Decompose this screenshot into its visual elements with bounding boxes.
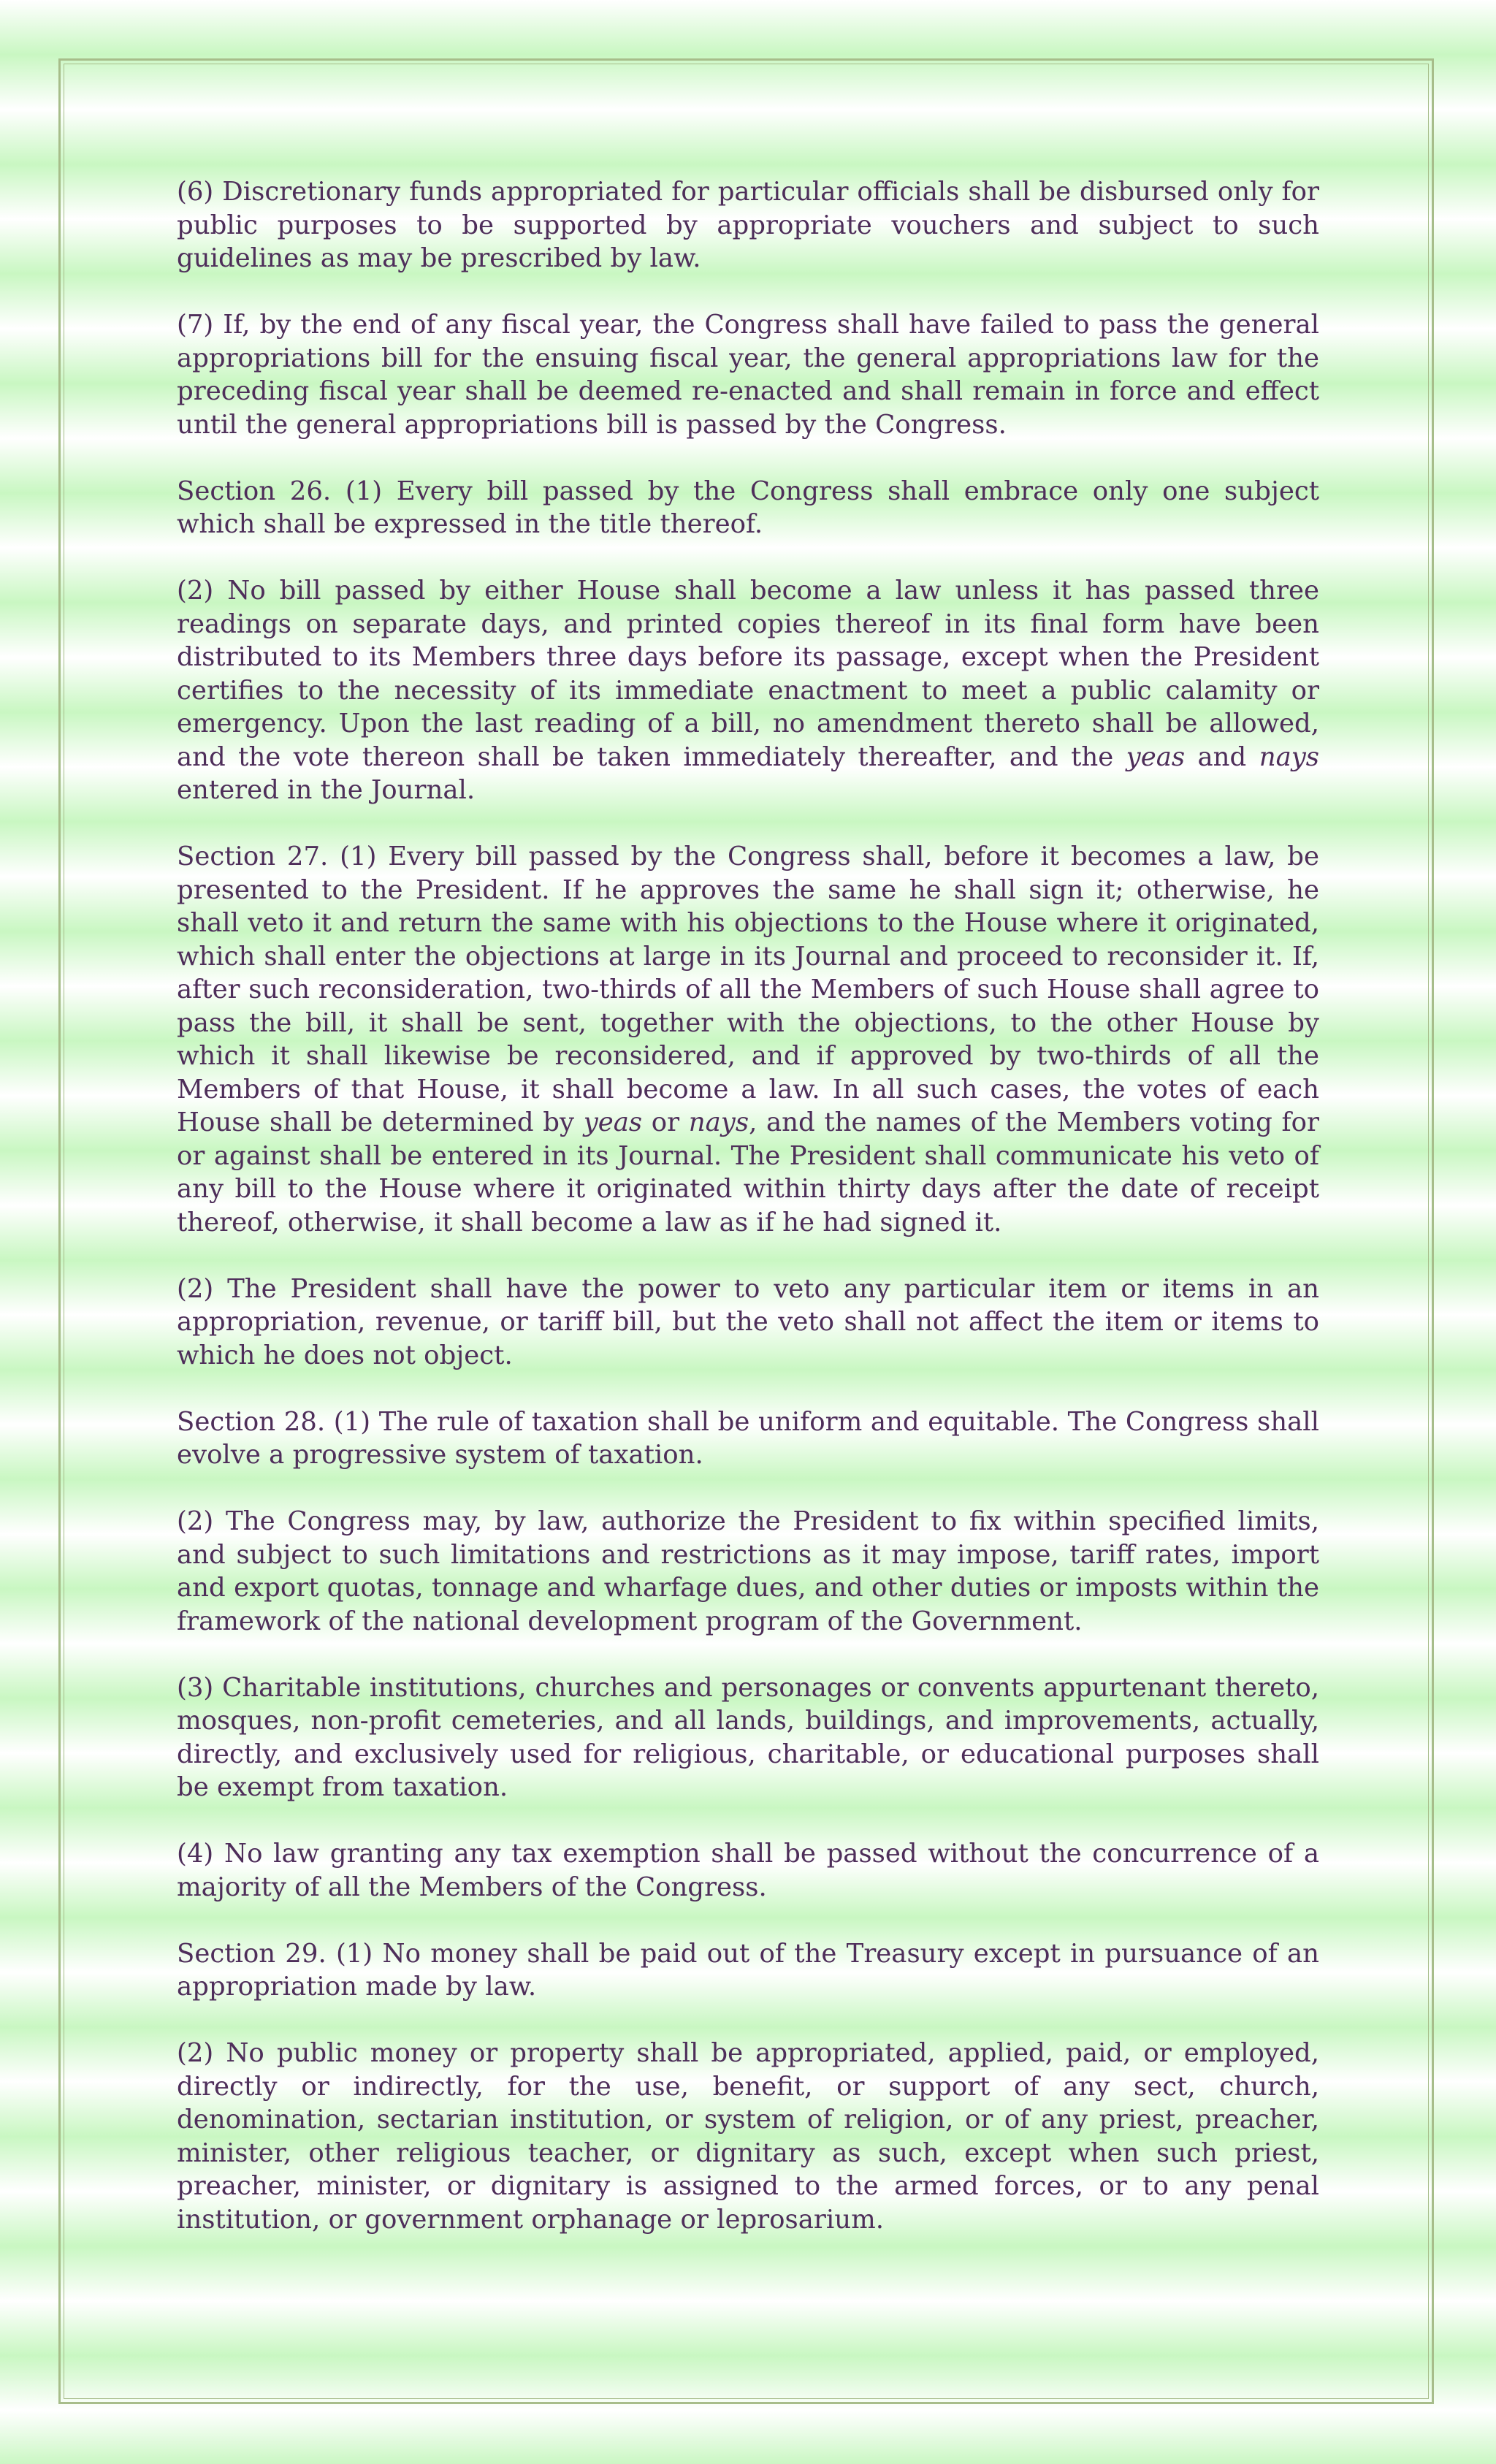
paragraph-text: (2) The Congress may, by law, authorize the President to fix within specified limits, and subject to such limitations and restrictions as it may impose, tariff rates, import and export quotas, tonnage and wharfage dues, and other duties or imposts within the framework of the national development program of the Government. — [177, 1506, 1319, 1636]
paragraph-sec25-6 — [177, 175, 1319, 275]
paragraph-text: and — [1185, 741, 1259, 772]
paragraph-sec28-4 — [177, 1837, 1319, 1904]
paragraph-text: Section 26. (1) Every bill passed by the Congress shall embrace only one subject which shall be expressed in the title thereof. — [177, 476, 1319, 539]
paragraph-sec28-3 — [177, 1671, 1319, 1804]
paragraph-sec26-1 — [177, 475, 1319, 541]
paragraph-text: (7) If, by the end of any fiscal year, the Congress shall have failed to pass the general appropriations bill for the ensuing fiscal year, the general appropriations law for the preceding fiscal year shall be deemed re-enacted and shall remain in force and effect until the general appropriations bill is passed by the Congress. — [177, 310, 1319, 440]
paragraph-sec29-2 — [177, 2037, 1319, 2236]
emphasis-yeas: yeas — [583, 1107, 643, 1137]
paragraph-text: (6) Discretionary funds appropriated for particular officials shall be disbursed only for public purposes to be supported by appropriate vouchers and subject to such guidelines as may be prescribed by law. — [177, 177, 1319, 273]
paragraph-text: Section 29. (1) No money shall be paid out of the Treasury except in pursuance of an appropriation made by law. — [177, 1938, 1319, 2002]
paragraph-sec26-2 — [177, 574, 1319, 807]
paragraph-text: entered in the Journal. — [177, 775, 476, 805]
paragraph-sec25-7 — [177, 308, 1319, 441]
paragraph-text: (2) No bill passed by either House shall become a law unless it has passed three readings on separate days, and printed copies thereof in its final form have been distributed to its Members three days before its passage, except when the President certifies to the necessity of its immediate enactment to meet a public calamity or emergency. Upon the last reading of a bill, no amendment thereto shall be allowed, and the vote thereon shall be taken immediately thereafter, and the — [177, 576, 1319, 772]
paragraph-text: Section 27. (1) Every bill passed by the Congress shall, before it becomes a law, be presented to the President. If he approves the same he shall sign it; otherwise, he shall veto it and return the same with his objections to the House where it originated, which shall enter the objections at large in its Journal and proceed to reconsider it. If, after such reconsideration, two-thirds of all the Members of such House shall agree to pass the bill, it shall be sent, together with the objections, to the other House by which it shall likewise be reconsidered, and if approved by two-thirds of all the Members of that House, it shall become a law. In all such cases, the votes of each House shall be determined by — [177, 842, 1319, 1137]
emphasis-nays: nays — [1259, 741, 1320, 772]
paragraph-sec27-1 — [177, 840, 1319, 1239]
paragraph-text: (2) No public money or property shall be appropriated, applied, paid, or employed, directly or indirectly, for the use, benefit, or support of any sect, church, denomination, sectarian institution, or system of religion, or of any priest, preacher, minister, other religious teacher, or dignitary as such, except when such priest, preacher, minister, or dignitary is assigned to the armed forces, or to any penal institution, or government orphanage or leprosarium. — [177, 2038, 1319, 2235]
paragraph-sec28-2 — [177, 1505, 1319, 1638]
paragraph-sec29-1 — [177, 1937, 1319, 2004]
paragraph-text: or — [642, 1107, 689, 1137]
emphasis-yeas: yeas — [1126, 741, 1186, 772]
paragraph-text: (3) Charitable institutions, churches and personages or convents appurtenant thereto, mosques, non-profit cemeteries, and all lands, buildings, and improvements, actually, directly, and exclusively used for religious, charitable, or educational purposes shall be exempt from taxation. — [177, 1672, 1319, 1802]
paragraph-text: , and the names of the Members voting for or against shall be entered in its Journal. The President shall communicate his veto of any bill to the House where it originated within thirty days after the date of receipt thereof, otherwise, it shall become a law as if he had signed it. — [177, 1107, 1319, 1237]
document-body — [177, 175, 1319, 2236]
paragraph-text: (4) No law granting any tax exemption shall be passed without the concurrence of a majority of all the Members of the Congress. — [177, 1839, 1319, 1902]
paragraph-text: (2) The President shall have the power to veto any particular item or items in an appropriation, revenue, or tariff bill, but the veto shall not affect the item or items to which he does not object. — [177, 1273, 1319, 1370]
emphasis-nays: nays — [688, 1107, 749, 1137]
paragraph-text: Section 28. (1) The rule of taxation shall be uniform and equitable. The Congress shall evolve a progressive system of taxation. — [177, 1406, 1319, 1470]
paragraph-sec28-1 — [177, 1405, 1319, 1472]
paragraph-sec27-2 — [177, 1273, 1319, 1373]
